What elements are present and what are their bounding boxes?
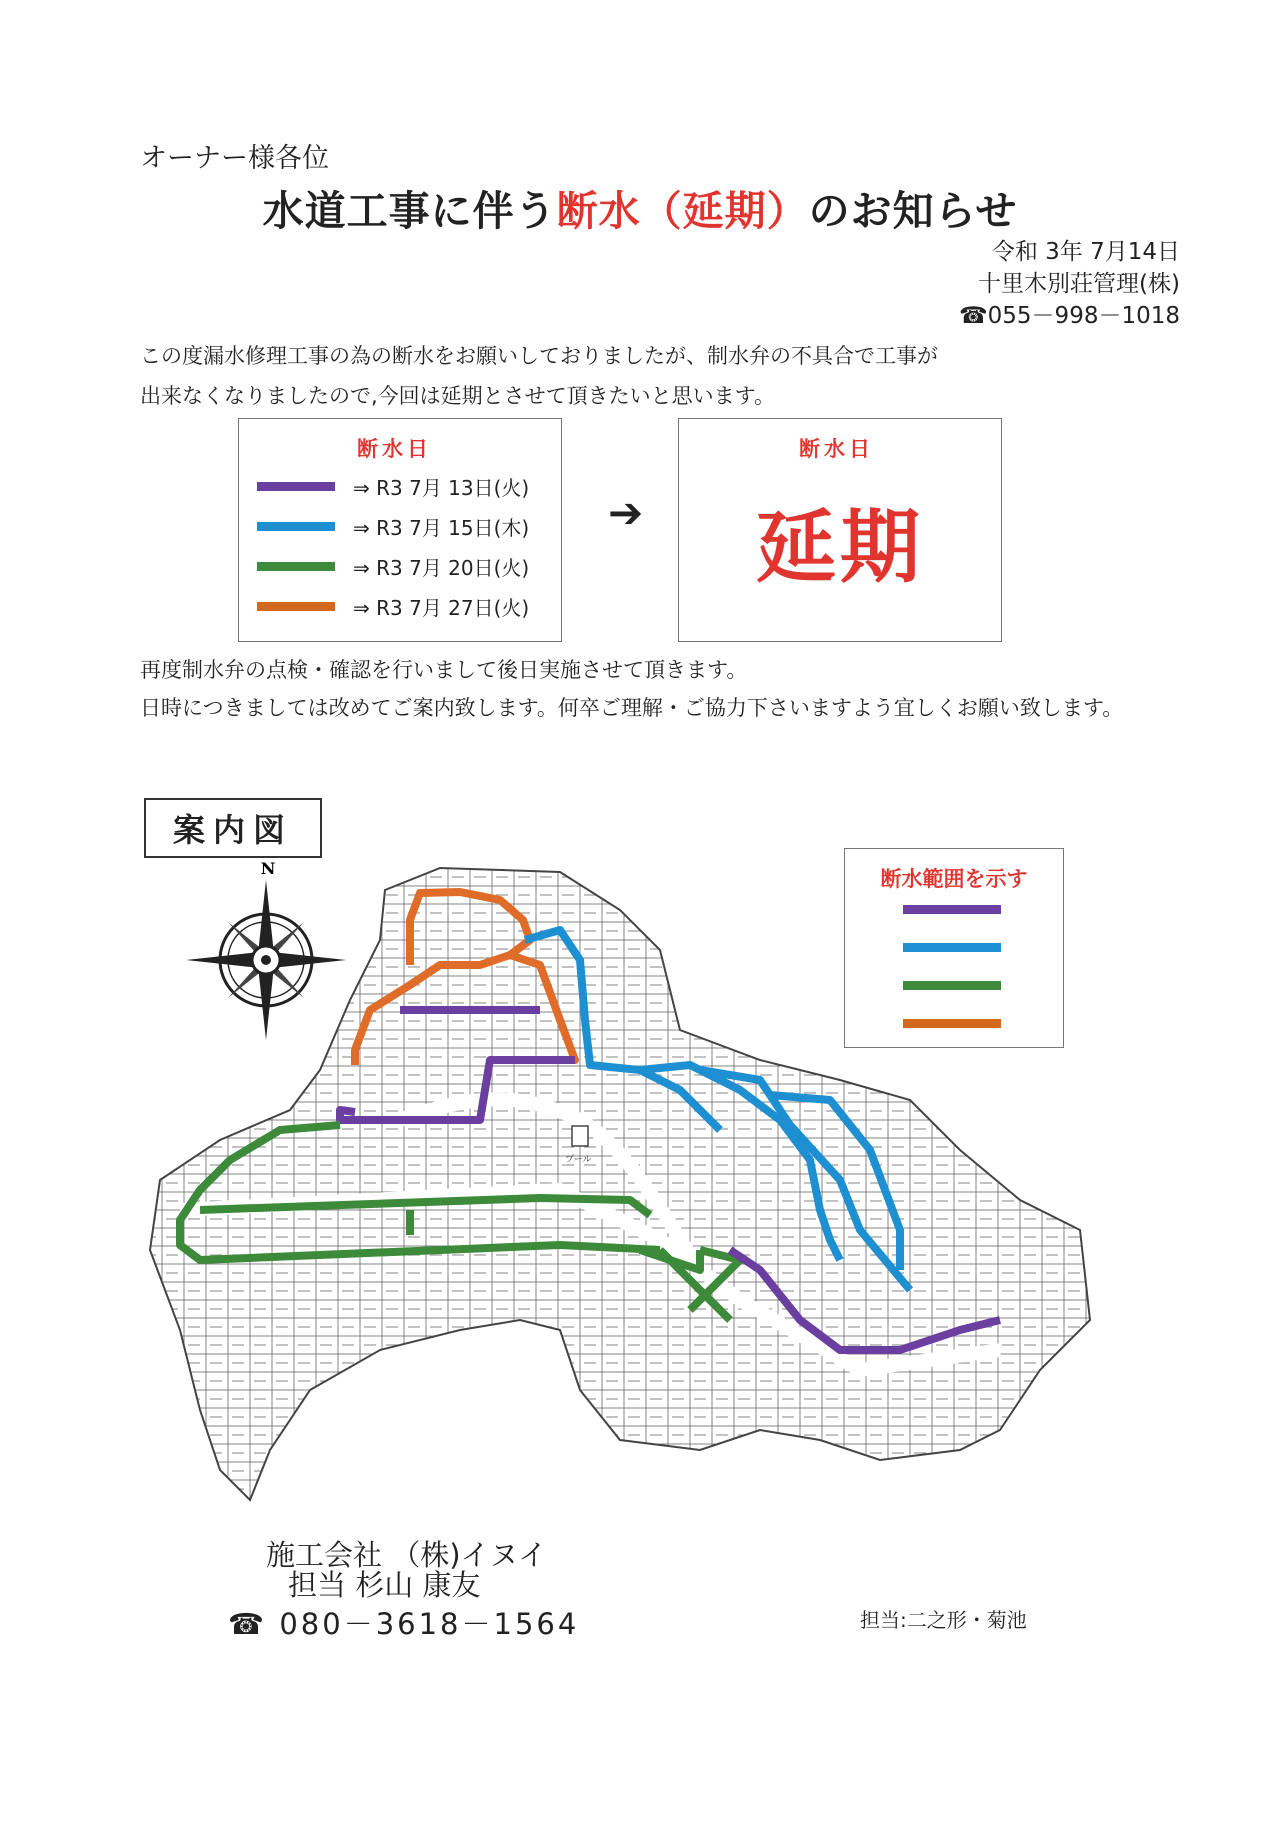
schedule-row-text: ⇒ R3 7月 15日(木): [353, 515, 530, 540]
issue-date: 令和 3年 7月14日: [991, 239, 1180, 265]
map-legend: [844, 848, 1064, 1048]
title-part1: 水道工事に伴う: [262, 187, 557, 235]
schedule-row-text: ⇒ R3 7月 27日(火): [353, 595, 530, 620]
north-label: N: [260, 859, 276, 878]
compass-icon: [186, 859, 346, 1040]
legend-orange-line: [903, 1019, 1001, 1028]
notice-title: [0, 178, 1280, 237]
schedule-row: [257, 511, 529, 541]
telephone-icon: ☎: [228, 1607, 280, 1641]
schedule-row: [257, 551, 529, 581]
contractor-name: 施工会社 （株)イヌイ: [266, 1538, 547, 1572]
postponed-box: [678, 418, 1002, 642]
title-part2: のお知らせ: [808, 187, 1018, 235]
contractor-person: 担当 杉山 康友: [288, 1568, 481, 1602]
postponed-label: 延期: [756, 501, 924, 594]
sender-block: [959, 236, 1180, 332]
sender-phone-line: [959, 300, 1180, 332]
sender-name: 十里木別荘管理(株): [978, 271, 1180, 297]
followup-line-1: 再度制水弁の点検・確認を行いまして後日実施させて頂きます。: [140, 658, 748, 682]
right-arrow-icon: ➔: [608, 488, 644, 537]
followup-line-2: 日時につきましては改めてご案内致します。何卒ご理解・ご協力下さいますよう宜しくお願い致します。: [140, 696, 1124, 720]
contractor-phone: 080－3618－1564: [279, 1607, 580, 1641]
staff-names: 担当:二之形・菊池: [860, 1608, 1027, 1632]
legend-blue-line: [903, 943, 1001, 952]
orange-line-swatch: [257, 602, 335, 611]
new-schedule-heading: 断水日: [799, 437, 874, 461]
purple-line-swatch: [257, 482, 335, 491]
schedule-box: [238, 418, 562, 642]
schedule-row-text: ⇒ R3 7月 20日(火): [353, 555, 530, 580]
sender-phone: 055－998－1018: [987, 303, 1180, 329]
addressee: オーナー様各位: [140, 143, 329, 174]
contractor-phone-line: [228, 1602, 579, 1643]
telephone-icon: ☎: [959, 303, 988, 329]
pool-label: プール: [565, 1155, 592, 1165]
intro-line-1: この度漏水修理工事の為の断水をお願いしておりましたが、制水弁の不具合で工事が: [140, 344, 938, 368]
map-title: 案内図: [144, 798, 322, 858]
intro-line-2: 出来なくなりましたので,今回は延期とさせて頂きたいと思います。: [140, 384, 775, 408]
legend-green-line: [903, 981, 1001, 990]
legend-title: 断水範囲を示す: [880, 867, 1028, 891]
schedule-row: [257, 591, 529, 621]
schedule-row-text: ⇒ R3 7月 13日(火): [353, 475, 530, 500]
schedule-row: [257, 471, 529, 501]
green-line-swatch: [257, 562, 335, 571]
title-red: 断水（延期）: [556, 187, 809, 235]
pool-icon: [572, 1126, 588, 1146]
legend-purple-line: [903, 905, 1001, 914]
schedule-heading: 断水日: [357, 437, 432, 461]
blue-line-swatch: [257, 522, 335, 531]
contractor-block: [266, 1540, 547, 1600]
